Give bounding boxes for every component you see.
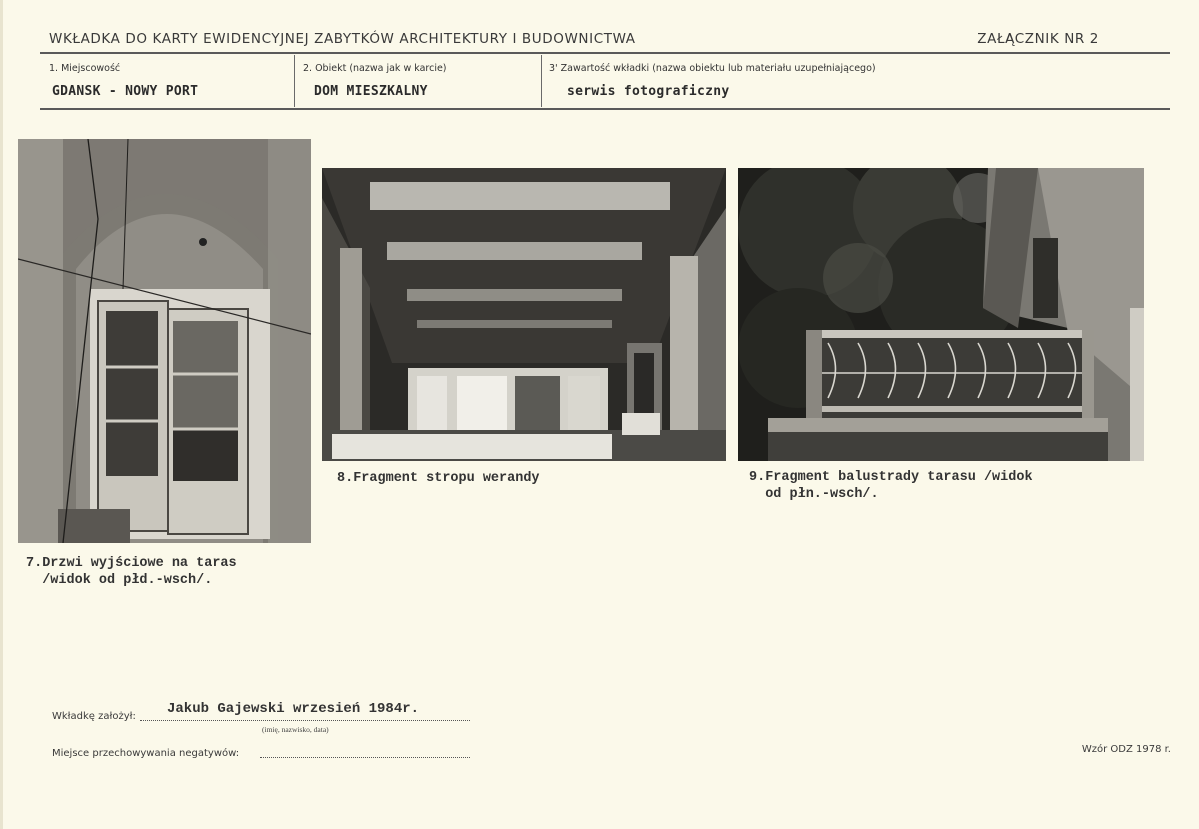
author-hint: (imię, nazwisko, data) xyxy=(262,725,329,734)
card-edge xyxy=(0,0,3,829)
field-object-value: DOM MIESZKALNY xyxy=(314,84,428,99)
form-pattern: Wzór ODZ 1978 r. xyxy=(1081,744,1171,755)
attachment-number: ZAŁĄCZNIK NR 2 xyxy=(977,31,1099,47)
negatives-line xyxy=(260,757,470,758)
caption-photo-9: 9.Fragment balustrady tarasu /widok od płn.-wsch/. xyxy=(749,470,1033,502)
card-title: WKŁADKA DO KARTY EWIDENCYJNEJ ZABYTKÓW ARCHITEKTURY I BUDOWNICTWA xyxy=(49,31,636,47)
field-contents-value: serwis fotograficzny xyxy=(567,84,730,99)
negatives-label: Miejsce przechowywania negatywów: xyxy=(52,748,240,759)
header-rule-bottom xyxy=(40,108,1170,110)
field-locality-value: GDANSK - NOWY PORT xyxy=(52,84,199,99)
field-separator xyxy=(541,55,542,107)
field-separator xyxy=(294,55,295,107)
author-label: Wkładkę założył: xyxy=(52,711,136,722)
caption-photo-7: 7.Drzwi wyjściowe na taras /widok od płd.-wsch/. xyxy=(26,556,237,588)
photo-balustrade xyxy=(738,168,1144,461)
header-rule-top xyxy=(40,52,1170,54)
photo-veranda-ceiling xyxy=(322,168,726,461)
author-value: Jakub Gajewski wrzesień 1984r. xyxy=(167,701,420,717)
caption-photo-8: 8.Fragment stropu werandy xyxy=(337,471,540,486)
field-contents-label: 3' Zawartość wkładki (nazwa obiektu lub materiału uzupełniającego) xyxy=(549,63,876,74)
field-object-label: 2. Obiekt (nazwa jak w karcie) xyxy=(303,63,447,74)
author-line xyxy=(140,720,470,721)
field-locality-label: 1. Miejscowość xyxy=(49,63,121,74)
photo-terrace-door xyxy=(18,139,311,543)
